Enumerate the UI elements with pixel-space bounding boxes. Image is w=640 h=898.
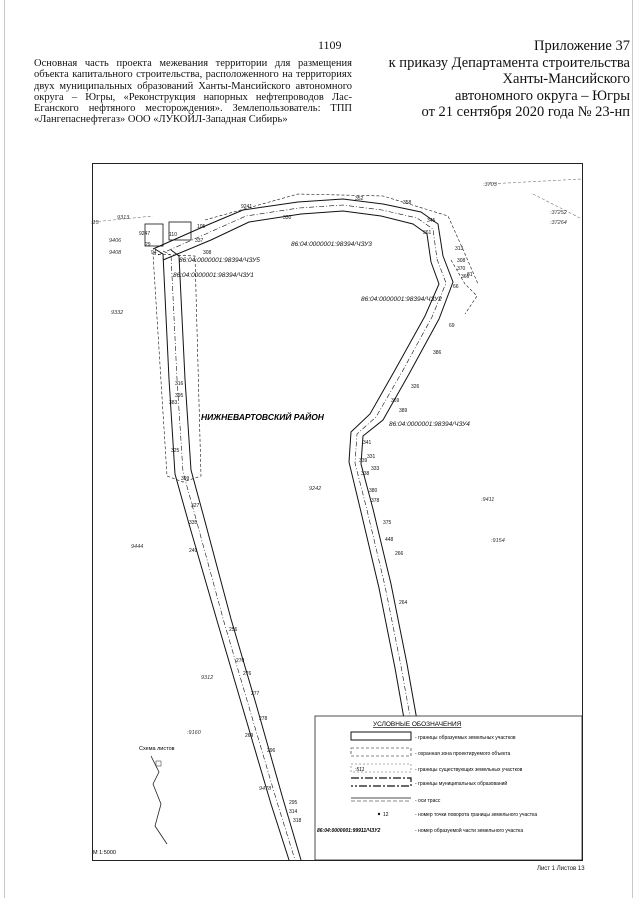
drawing-caption: Основная часть проекта межевания территории для размещения объекта капитального строительства, расположенного на территориях двух муниципальных образований Ханты-Мансийского автономного округа – Югры, «Реконструкция напорных нефтепроводов Лас-Еганского нефтяного месторождения». Землепользователь: ТПП «Лангепаснефтегаз» ООО «ЛУКОЙЛ-Западная Сибирь»: [34, 58, 352, 126]
parcel-label: 86:04:0000001:98394/ЧЗУ2: [361, 296, 442, 303]
point-number: 9247: [139, 231, 151, 237]
quarter-label: 9408: [109, 250, 122, 256]
legend-sample-quarter: :511: [355, 767, 365, 773]
parcel-labels: [173, 241, 470, 428]
legend-sample-point: 12: [383, 812, 389, 818]
parcel-label: 86:04:0000001:98394/ЧЗУ3: [291, 241, 372, 248]
point-number: 249: [189, 548, 198, 554]
point-number: 29: [145, 242, 151, 248]
quarter-label: 9444: [131, 544, 144, 550]
point-number: 94: [151, 250, 157, 256]
quarter-label: 9332: [111, 310, 124, 316]
point-number: 270: [236, 658, 245, 664]
point-number: 266: [395, 551, 404, 557]
legend-sample-part: 86:04:0000001:99911/ЧЗУ2: [317, 828, 381, 834]
quarter-label: :9411: [481, 497, 495, 503]
quarter-label: :9154: [491, 538, 505, 544]
point-number: 81: [467, 272, 473, 278]
quarter-label: :37252: [550, 210, 567, 216]
parcel-label: 86:04:0000001:98394/ЧЗУ4: [389, 421, 470, 428]
point-number: 269: [245, 733, 254, 739]
appendix-line: к приказу Департамента строительства: [388, 54, 630, 71]
point-number: 399: [181, 476, 190, 482]
map-frame: [92, 163, 583, 861]
quarter-label: 9312: [201, 675, 214, 681]
point-number: 66: [453, 284, 459, 290]
point-number: 314: [289, 809, 298, 815]
appendix-line: Ханты-Мансийского: [502, 71, 630, 87]
quarter-labels: [91, 182, 567, 792]
appendix-line: автономного округа – Югры: [454, 87, 630, 104]
point-number: 366: [461, 274, 470, 280]
quarter-label: :3703: [483, 182, 497, 188]
point-number: 337: [195, 238, 204, 244]
layout-scheme-path: [151, 756, 167, 844]
point-number: 326: [411, 384, 420, 390]
layout-scheme-sheet: [156, 761, 161, 766]
point-number: 330: [283, 215, 292, 221]
point-number: 331: [367, 454, 376, 460]
point-number: 327: [191, 503, 200, 509]
point-number: 386: [433, 350, 442, 356]
corridor-edge-inner: [171, 250, 301, 860]
legend-item: - границы муниципальных образований: [415, 781, 508, 787]
legend-item: - границы образуемых земельных участков: [415, 735, 516, 741]
legend-item: - оси трасс: [415, 798, 441, 804]
point-number: 380: [369, 488, 378, 494]
point-number: 352: [355, 196, 364, 202]
appendix-line: Приложение 37: [534, 38, 630, 54]
parcel-label: 86:04:0000001:98394/ЧЗУ5: [179, 257, 260, 264]
quarter-label: 9478: [259, 786, 272, 792]
point-number: 325: [171, 448, 180, 454]
point-number: 339: [359, 458, 368, 464]
legend-item: - номер точки поворота границы земельного участка: [415, 812, 538, 818]
map-scale: М 1:5000: [93, 850, 116, 856]
point-number: 370: [457, 266, 466, 272]
legend-item: - границы существующих земельных участков: [415, 767, 523, 773]
point-number: 383: [169, 400, 178, 406]
legend-item: - охранная зона проектируемого объекта: [415, 751, 511, 757]
scan-edge-left: [4, 0, 5, 898]
district-label: НИЖНЕВАРТОВСКИЙ РАЙОН: [201, 412, 324, 422]
point-number: 296: [267, 748, 276, 754]
legend-point-marker: [378, 813, 380, 815]
layout-scheme-title: Схема листов: [139, 746, 175, 752]
legend-item: - номер образуемой части земельного участка: [415, 828, 524, 834]
point-number: 369: [391, 398, 400, 404]
quarter-label: 9242: [309, 486, 322, 492]
point-number: 264: [399, 600, 408, 606]
point-number: 375: [383, 520, 392, 526]
point-number: 316: [175, 381, 184, 387]
appendix-header: [370, 38, 630, 121]
quarter-label: :37264: [550, 220, 567, 226]
point-number: 308: [457, 258, 466, 264]
quarter-label: :9160: [187, 730, 201, 736]
sheet-label: Лист 1 Листов 13: [537, 866, 585, 872]
point-number: 277: [251, 691, 260, 697]
point-number: 110: [169, 232, 177, 238]
point-number: 358: [403, 200, 412, 206]
point-number: 256: [229, 627, 238, 633]
point-number: 9241: [241, 204, 253, 210]
quarter-boundary-line: [488, 179, 582, 184]
scan-edge-right: [632, 0, 633, 898]
point-number: 361: [423, 230, 432, 236]
point-number: 308: [203, 250, 212, 256]
quarter-label: :15: [91, 220, 99, 226]
point-number: 395: [175, 393, 184, 399]
point-number: 345: [427, 218, 436, 224]
point-number: 313: [455, 246, 464, 252]
parcel-label: 86:04:0000001:98394/ЧЗУ1: [173, 272, 254, 279]
point-number: 378: [371, 498, 380, 504]
quarter-label: 9313: [117, 215, 130, 221]
pipeline-axis: [158, 205, 437, 259]
pipeline-corridor-west: [153, 249, 301, 860]
point-number: 295: [289, 800, 298, 806]
point-number: 338: [361, 471, 370, 477]
point-number: 389: [399, 408, 408, 414]
layout-scheme: [139, 746, 175, 844]
point-number: 341: [363, 440, 372, 446]
point-number: 278: [259, 716, 268, 722]
point-number: 448: [385, 537, 394, 543]
point-number: 333: [371, 466, 380, 472]
point-number: 318: [293, 818, 302, 824]
point-number: 105: [197, 224, 206, 230]
point-number: 69: [449, 323, 455, 329]
legend: [315, 716, 582, 860]
point-number: 276: [243, 671, 252, 677]
quarter-boundaries: [93, 179, 582, 222]
map-drawing: [93, 164, 582, 860]
legend-title: УСЛОВНЫЕ ОБОЗНАЧЕНИЯ: [373, 721, 462, 728]
appendix-line: от 21 сентября 2020 года № 23-нп: [421, 104, 630, 120]
page-number: 1109: [318, 38, 342, 52]
point-number: 335: [189, 520, 198, 526]
quarter-label: 9406: [109, 238, 122, 244]
